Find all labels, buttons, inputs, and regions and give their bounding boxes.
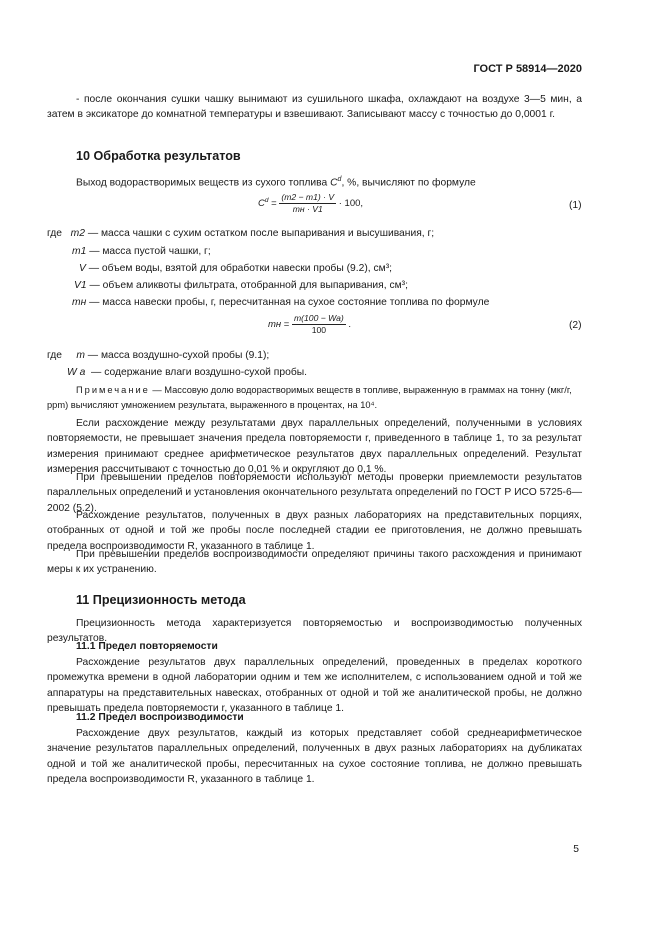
- definition-mn: [72, 296, 489, 310]
- definition-text: — содержание влаги воздушно-сухой пробы.: [91, 367, 307, 378]
- definition-symbol: mн: [72, 297, 87, 308]
- note: [47, 383, 582, 413]
- intro-superscript: d: [337, 176, 342, 183]
- definition-v: [79, 262, 392, 276]
- page-number: 5: [573, 844, 579, 855]
- formula-2: mн = $\frac{m(100 - Wa)}{100}$ .: [268, 313, 352, 335]
- formula-2-tail: .: [348, 319, 352, 331]
- exceed-paragraph: При превышении пределов воспроизводимости определяют причины такого расхождения и принимают меры к их устранению.: [47, 549, 582, 576]
- definition-symbol: m2: [70, 228, 85, 239]
- definition-m: [47, 349, 269, 363]
- definition-symbol: V1: [74, 280, 87, 291]
- subsection-11-2-text: Расхождение двух результатов, каждый из которых представляет собой среднеарифметическое значение результатов параллельных определений, полученных в двух разных лабораториях на дубликатах одной и той же аналитической пробы, пересчитанных на сухое состояние топлива, не должно превышать предела воспроизводимости R, указанного в таблице 1.: [47, 728, 582, 786]
- note-text: — Массовую долю водорастворимых веществ в топливе, выраженную в граммах на тонну (мкг/г, ppm) вычисляют умножением результата, выраженного в процентах, на 10⁴.: [47, 385, 572, 410]
- definition-text: — объем аликвоты фильтрата, отобранной для выпаривания, см³;: [89, 280, 408, 291]
- formula-2-number: (2): [569, 320, 582, 331]
- definition-text: — масса пустой чашки, г;: [89, 246, 211, 257]
- definition-text: — масса навески пробы, г, пересчитанная на сухое состояние топлива по формуле: [89, 297, 490, 308]
- definition-prefix: где: [47, 350, 63, 361]
- standard-header: ГОСТ Р 58914—2020: [473, 63, 582, 75]
- formula-1-lhs: C: [258, 198, 265, 210]
- section-11-title: 11 Прецизионность метода: [76, 593, 246, 607]
- intro-text-a: Выход водорастворимых веществ из сухого топлива: [76, 177, 331, 189]
- definition-text: — масса чашки с сухим остатком после выпаривания и высушивания, г;: [87, 228, 435, 239]
- formula-1-number: (1): [569, 200, 582, 211]
- subsection-11-1-title: 11.1 Предел повторяемости: [76, 641, 218, 652]
- definition-symbol: W a: [67, 367, 86, 378]
- section-10-intro: [76, 172, 582, 191]
- formula-1-numerator: (m2 − m1) · V: [281, 192, 335, 202]
- reproducibility-paragraph: Расхождение результатов, полученных в двух разных лабораториях на представительных порциях, отобранных от одной и той же пробы после последней стадии ее приготовления, не должно превышать предела воспроизводимости R, указанного в таблице 1.: [47, 510, 582, 552]
- subsection-11-2-title: 11.2 Предел воспроизводимости: [76, 712, 244, 723]
- definition-v1: [74, 279, 408, 293]
- intro-symbol: C: [330, 177, 338, 189]
- formula-2-numerator: m(100 − Wa): [294, 313, 344, 323]
- definition-text: — масса воздушно-сухой пробы (9.1);: [87, 350, 270, 361]
- definition-symbol: V: [79, 263, 86, 274]
- drying-paragraph: - после окончания сушки чашку вынимают из сушильного шкафа, охлаждают на воздухе 3—5 мин, а затем в эксикаторе до комнатной температуры и взвешивают. Записывают массу с точностью до 0,0001 г.: [47, 94, 582, 121]
- definition-prefix: где: [47, 228, 63, 239]
- formula-2-fraction: [292, 313, 346, 336]
- definition-symbol: m: [76, 350, 85, 361]
- section-10-title: 10 Обработка результатов: [76, 149, 241, 163]
- formula-1-tail: · 100,: [338, 198, 364, 210]
- note-label: Примечание: [76, 385, 150, 395]
- formula-2-denominator: 100: [311, 325, 327, 335]
- formula-1-fraction: [279, 192, 336, 215]
- repeatability-paragraph: Если расхождение между результатами двух параллельных определений, полученными в условиях повторяемости, не превышает значения предела повторяемости r, приведенного в таблице 1, то за результат измерения принимают среднее арифметическое результатов двух параллельных определений. Результат измерения рассчитывают с точностью до 0,01 % и округляют до 0,1 %.: [47, 418, 582, 476]
- formula-1-denominator: mн · V1: [292, 204, 323, 214]
- definition-text: — объем воды, взятой для обработки навески пробы (9.2), см³;: [88, 263, 392, 274]
- formula-1-lhs-sup: d: [264, 196, 269, 204]
- formula-2-lhs: mн: [268, 319, 282, 331]
- formula-1: $C^d$ = $\frac{(m2 - m1) \cdot V}{mн \cdot V1}$ · 100,: [258, 192, 364, 214]
- definition-m1: [72, 245, 211, 259]
- definition-wa: [67, 366, 307, 380]
- definition-m2: [47, 227, 434, 241]
- intro-text-b: , %, вычисляют по формуле: [341, 177, 476, 189]
- definition-symbol: m1: [72, 246, 87, 257]
- acceptability-paragraph: При превышении пределов повторяемости используют методы проверки приемлемости результатов параллельных определений и установления окончательного результата определений по ГОСТ Р ИСО 5725-6—2002 (5.2).: [47, 472, 582, 514]
- subsection-11-1-text: Расхождение результатов двух параллельных определений, проведенных в пределах короткого промежутка времени в одной лаборатории одним и тем же исполнителем, с использованием одной и той же аппаратуры на представительных навесках, отобранных от одной и той же аналитической пробы, не должно превышать предела повторяемости r, указанного в таблице 1.: [47, 657, 582, 715]
- section-11-intro: Прецизионность метода характеризуется повторяемостью и воспроизводимостью полученных результатов.: [47, 618, 582, 645]
